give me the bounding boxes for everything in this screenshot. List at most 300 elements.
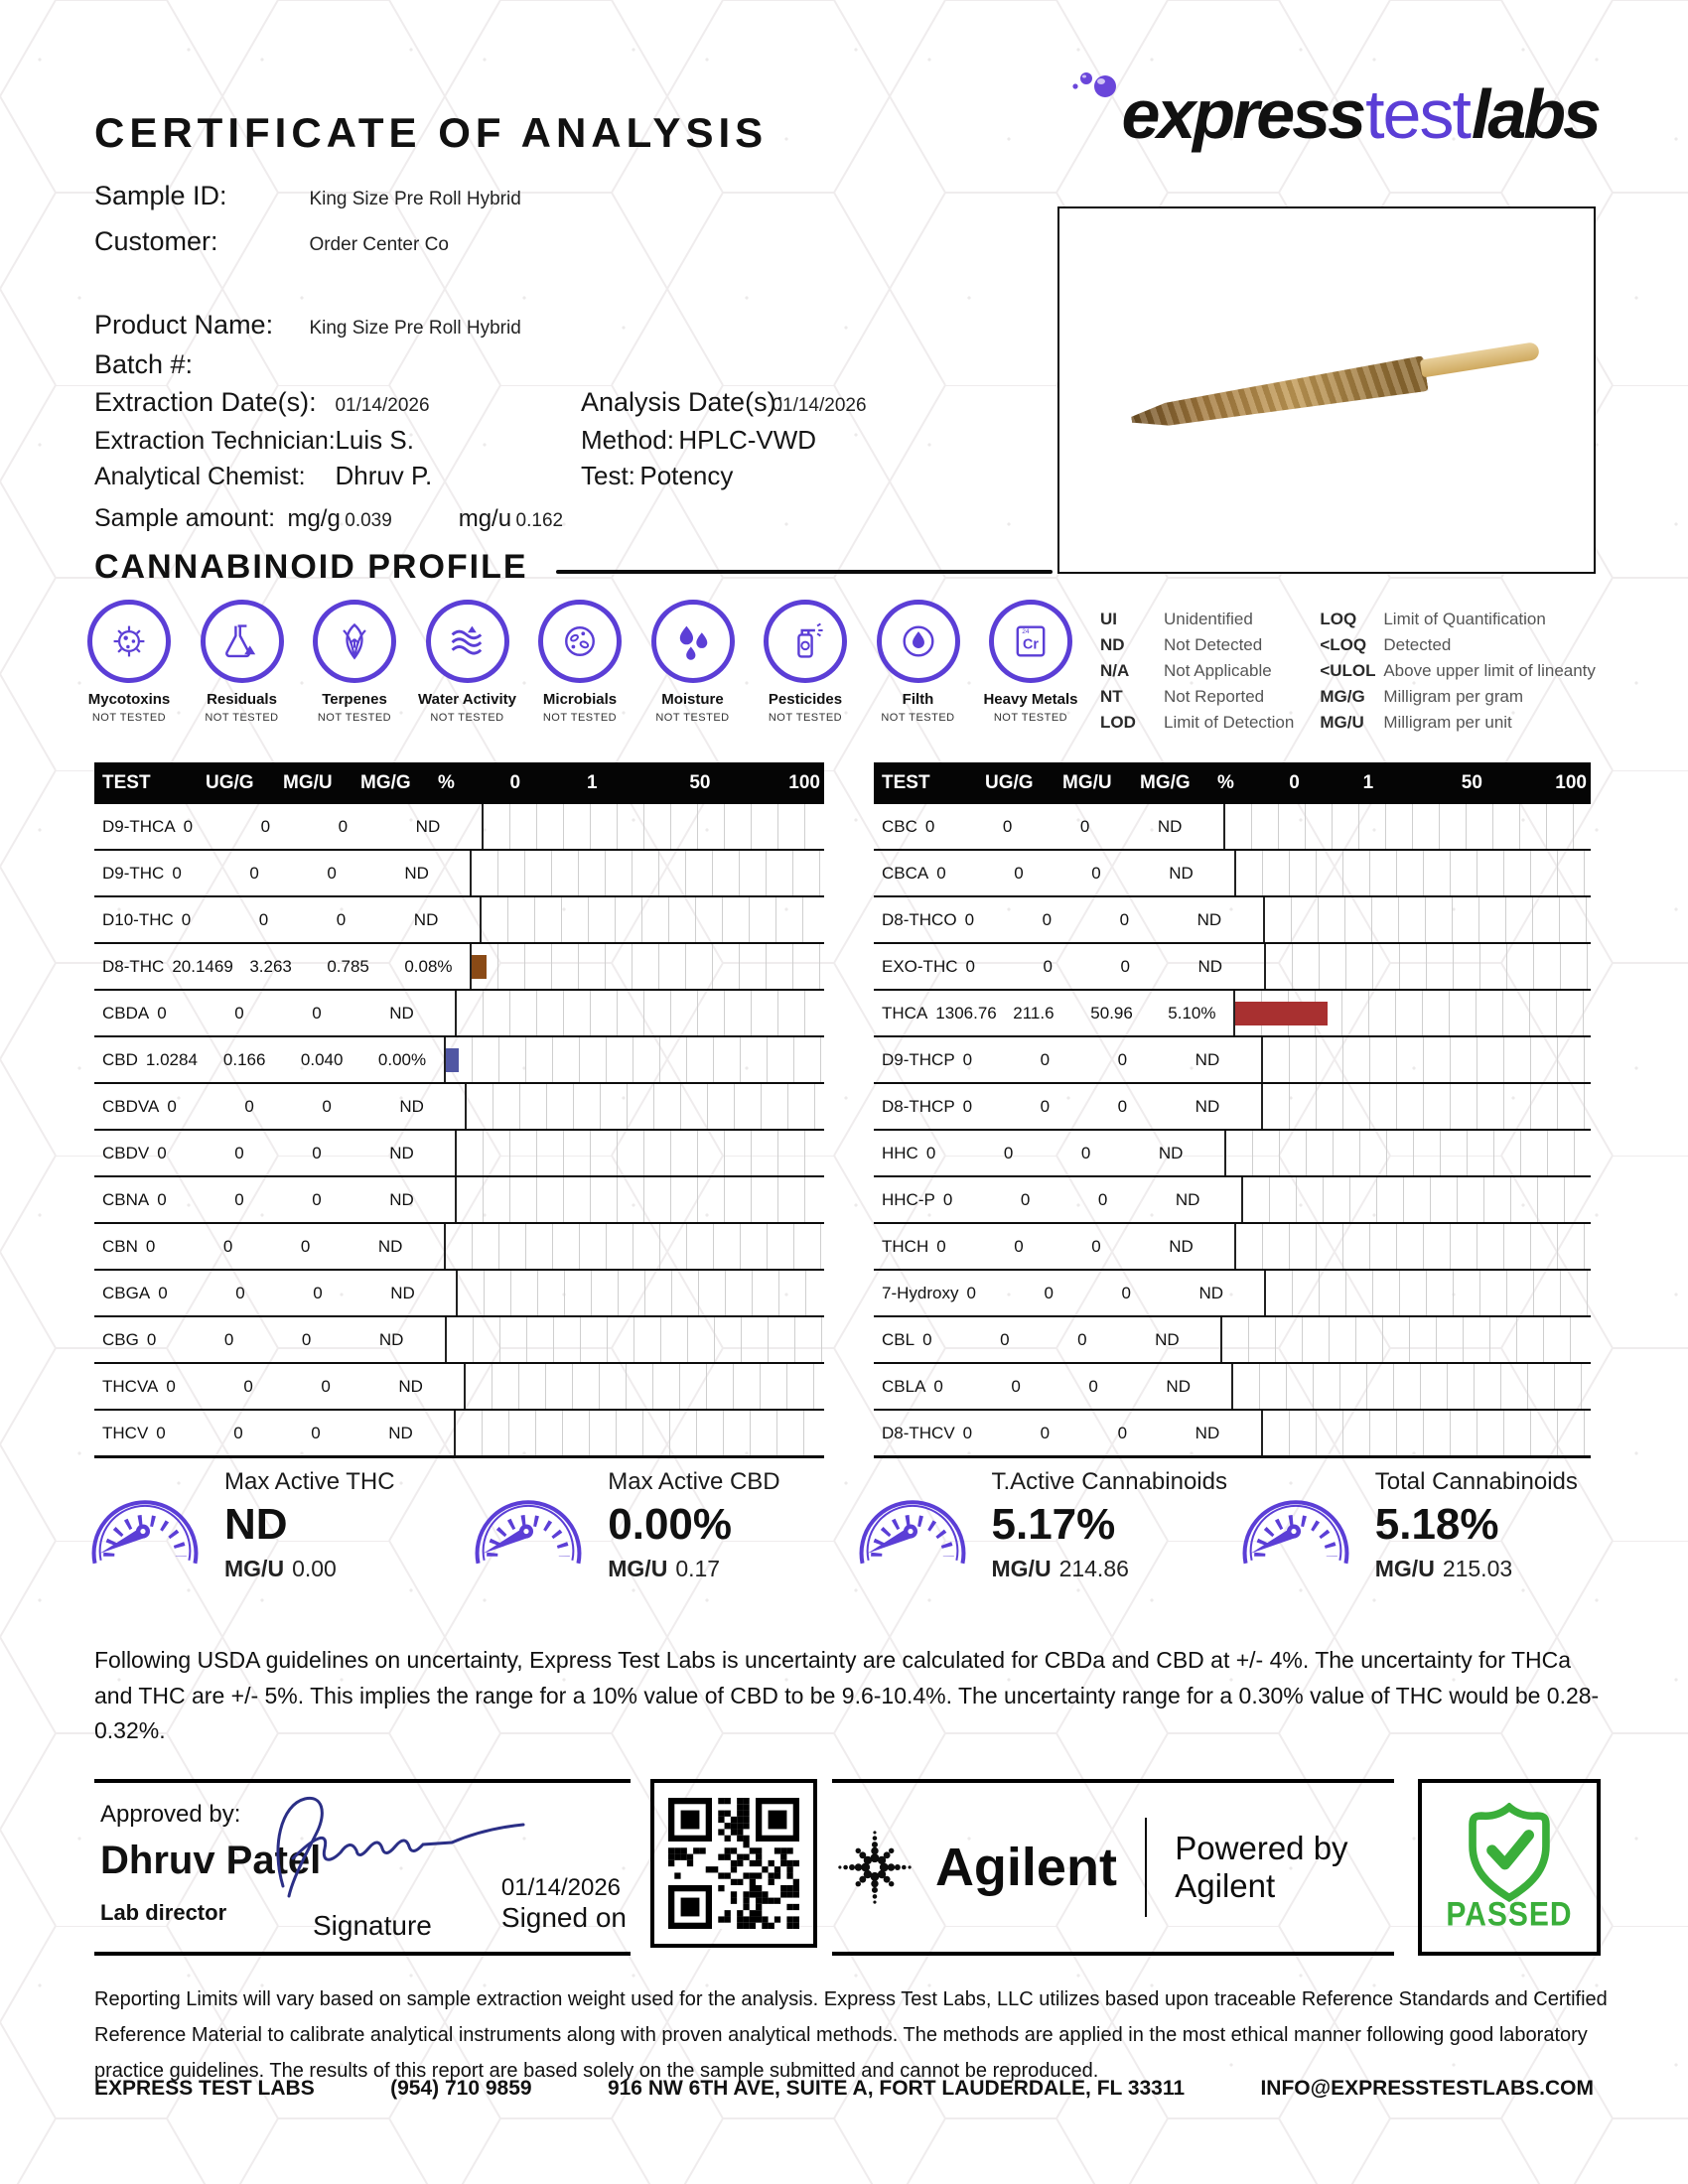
test-name-cell: CBL (882, 1329, 915, 1349)
column-header: % (1217, 772, 1234, 793)
test-name-cell: D9-THCP (882, 1049, 955, 1069)
screening-label: Water Activity (418, 691, 516, 708)
value-cell: 0 (167, 1096, 177, 1116)
logo-bubbles-icon (1071, 65, 1119, 104)
gauge-title: Max Active THC (224, 1467, 395, 1495)
bar-chart-cell (482, 804, 824, 849)
value-cell: ND (1166, 1376, 1191, 1396)
qr-code (668, 1798, 799, 1929)
bar-chart-cell (1261, 1084, 1591, 1129)
value-cell: 0.040 (300, 1049, 344, 1069)
analysis-date-label: Analysis Date(s): (581, 387, 784, 417)
gauge-unit: MG/U 215.03 (1374, 1555, 1513, 1581)
value-cell: ND (1195, 1049, 1220, 1069)
uncertainty-note: Following USDA guidelines on uncertainty, Express Test Labs is uncertainty are calculated for CBDa and CBD at +/- 4%. The uncertainty for THCa and THC are +/- 5%. This implies the range for a 10% value of CBD to be 9.6-10.4%. The uncertainty range for a 0.30% value of THC would be 0.28-0.32%. (94, 1647, 1600, 1744)
table-header (94, 762, 824, 804)
footer-email: INFO@EXPRESSTESTLABS.COM (1260, 2077, 1594, 2100)
value-cell: 0 (925, 1143, 936, 1162)
test-name-cell: CBGA (102, 1283, 151, 1302)
value-cell: 0 (1080, 1143, 1091, 1162)
table-row (94, 1364, 824, 1411)
value-cell: 0 (322, 1096, 332, 1116)
gauge-value: 0.00% (608, 1499, 733, 1549)
screening-status: NOT TESTED (655, 712, 730, 724)
logo-express-text: express (1121, 75, 1364, 153)
value-cell: 0 (924, 816, 935, 836)
bar-chart-cell (464, 1364, 824, 1409)
table-row (874, 1364, 1591, 1411)
mg-g-value: 0.039 (345, 510, 392, 531)
table-row (874, 851, 1591, 897)
approval-block (94, 1779, 631, 1956)
value-cell: 5.10% (1168, 1003, 1216, 1023)
scale-tick: 100 (788, 772, 820, 793)
test-name-cell: THCV (102, 1423, 149, 1442)
value-cell: 0 (936, 1236, 946, 1256)
test-name-cell: CBDVA (102, 1096, 160, 1116)
scale-tick: 0 (1289, 772, 1300, 793)
mg-u-label: mg/u (458, 505, 512, 532)
batch-row (94, 349, 193, 380)
value-cell: 20.1469 (172, 956, 233, 976)
extraction-date-value: 01/14/2026 (335, 395, 430, 416)
value-cell: 0 (1042, 909, 1053, 929)
product-name-value: King Size Pre Roll Hybrid (309, 318, 521, 339)
table-row (94, 1037, 824, 1084)
table-row (94, 1084, 824, 1131)
value-cell: 0 (235, 1283, 245, 1302)
value-cell: 0 (1000, 1329, 1010, 1349)
legend-entry: ND Not Detected (1100, 635, 1263, 654)
legend-column-left (1100, 610, 1294, 733)
method-value: HPLC-VWD (678, 425, 817, 455)
value-cell: ND (1195, 1423, 1220, 1442)
test-name-cell: THCVA (102, 1376, 159, 1396)
extraction-technician-value: Luis S. (335, 425, 414, 455)
legend-entry: LOQ Limit of Quantification (1320, 610, 1546, 628)
logo-labs-text: labs (1471, 75, 1599, 153)
table-row (94, 1131, 824, 1177)
screening-label: Microbials (542, 691, 618, 708)
table-row (874, 1411, 1591, 1458)
screening-label: Terpenes (322, 691, 387, 708)
bar-chart-cell (1223, 804, 1591, 849)
table-row (874, 897, 1591, 944)
approved-by-label: Approved by: (100, 1801, 241, 1828)
value-cell: ND (388, 1423, 413, 1442)
scale-header (503, 762, 824, 804)
test-name-cell: CBC (882, 816, 917, 836)
extraction-technician-label: Extraction Technician: (94, 427, 336, 455)
value-cell: 0 (145, 1236, 156, 1256)
table-row (874, 944, 1591, 991)
value-cell: ND (1198, 1283, 1224, 1302)
value-cell: 0 (157, 1003, 167, 1023)
value-cell: 211.6 (1013, 1003, 1055, 1023)
value-cell: 0 (1091, 1236, 1101, 1256)
method-label: Method: (581, 425, 674, 455)
value-cell: ND (389, 1143, 414, 1162)
value-cell: 0 (1043, 956, 1053, 976)
brand-logo (1071, 75, 1599, 153)
value-cell: 0 (338, 816, 349, 836)
footer-row (94, 2077, 1594, 2101)
value-cell: ND (377, 1236, 403, 1256)
agilent-block (832, 1779, 1394, 1956)
value-cell: 0 (234, 1189, 244, 1209)
test-name-cell: CBCA (882, 863, 929, 883)
legend-entry: <ULOL Above upper limit of lineanty (1320, 661, 1596, 680)
table-row (94, 1224, 824, 1271)
bar-chart-cell (1220, 1317, 1591, 1362)
section-rule (556, 570, 1053, 574)
test-name-cell: THCH (882, 1236, 929, 1256)
footer-phone: (954) 710 9859 (390, 2077, 532, 2100)
value-cell: 0 (158, 1283, 168, 1302)
sample-id-label: Sample ID: (94, 181, 227, 210)
value-cell: 0 (1014, 863, 1024, 883)
screening-status: NOT TESTED (993, 712, 1068, 724)
cannabinoid-table-left (94, 762, 824, 1458)
table-row (874, 1177, 1591, 1224)
value-cell: ND (389, 1189, 414, 1209)
value-cell: 0 (166, 1376, 176, 1396)
table-row (874, 1037, 1591, 1084)
value-cell: 0 (1121, 1283, 1131, 1302)
column-header: % (438, 772, 455, 793)
value-cell: ND (1195, 1096, 1220, 1116)
value-cell: 0 (1097, 1189, 1108, 1209)
value-cell: 0.08% (404, 956, 453, 976)
filth-icon (877, 600, 960, 683)
value-cell: 0 (1117, 1096, 1128, 1116)
value-cell: 0 (146, 1329, 157, 1349)
test-name-cell: HHC-P (882, 1189, 935, 1209)
value-cell: 0 (223, 1329, 234, 1349)
screening-label: Pesticides (768, 691, 843, 708)
value-cell: 0 (157, 1189, 167, 1209)
microbials-icon (538, 600, 622, 683)
column-header: TEST (102, 772, 151, 793)
bar-chart-cell (1264, 1271, 1591, 1315)
column-header: MG/U (283, 772, 333, 793)
test-name-cell: CBDV (102, 1143, 150, 1162)
value-cell: 0 (249, 863, 259, 883)
value-cell: 0 (962, 1049, 973, 1069)
screening-label: Moisture (661, 691, 724, 708)
table-row (94, 1411, 824, 1458)
gauge-icon (847, 1467, 978, 1582)
signature-label: Signature (313, 1910, 432, 1941)
chemist-row (94, 461, 1087, 491)
test-name-cell: EXO-THC (882, 956, 958, 976)
table-row (874, 1271, 1591, 1317)
sample-id-row (94, 181, 521, 211)
value-cell: 0 (222, 1236, 233, 1256)
svg-text:Cr: Cr (1023, 636, 1039, 653)
value-cell: ND (398, 1376, 423, 1396)
test-name-cell: CBLA (882, 1376, 926, 1396)
table-row (874, 804, 1591, 851)
screening-status: NOT TESTED (91, 712, 167, 724)
legend-entry: N/A Not Applicable (1100, 661, 1272, 680)
agilent-divider (1145, 1818, 1147, 1917)
test-name-cell: D8-THCP (882, 1096, 955, 1116)
table-row (874, 1131, 1591, 1177)
signed-date: 01/14/2026 (500, 1874, 622, 1901)
legend-entry: NT Not Reported (1100, 687, 1265, 706)
table-row (94, 991, 824, 1037)
table-row (94, 944, 824, 991)
value-cell: 0 (1040, 1423, 1051, 1442)
screening-status: NOT TESTED (768, 712, 843, 724)
test-name-cell: D10-THC (102, 909, 174, 929)
gauge-unit: MG/U 214.86 (991, 1555, 1129, 1581)
value-cell: 0 (157, 1143, 167, 1162)
value-cell: 0 (233, 1423, 243, 1442)
test-name-cell: D9-THCA (102, 816, 176, 836)
screening-status: NOT TESTED (881, 712, 955, 724)
gauge-title: Max Active CBD (608, 1467, 780, 1495)
value-cell: 0.00% (377, 1049, 427, 1069)
test-name-cell: D8-THCO (882, 909, 957, 929)
residuals-icon (201, 600, 284, 683)
value-cell: 0.166 (222, 1049, 266, 1069)
reporting-note: Reporting Limits will vary based on sample extraction weight used for the analysis. Express Test Labs, LLC utilizes based upon traceable Reference Standards and Certified Reference Material to calibrate analytical instruments along with proven analytical methods. The methods are applied in the most ethical manner following good laboratory practice guidelines. The results of this report are based solely on the sample submitted and cannot be reproduced. (94, 1988, 1608, 2082)
scale-tick: 1 (1362, 772, 1374, 793)
passed-label: PASSED (1446, 1895, 1573, 1934)
value-cell: 0 (234, 1003, 244, 1023)
value-cell: 0 (962, 1423, 973, 1442)
value-cell: ND (1169, 1236, 1194, 1256)
value-cell: 0 (1120, 956, 1130, 976)
gauge-title: T.Active Cannabinoids (991, 1467, 1227, 1495)
signed-on-block (501, 1874, 627, 1934)
result-bar (1235, 1002, 1328, 1025)
value-cell: 0 (313, 1283, 323, 1302)
bar-chart-cell (455, 1131, 824, 1175)
agilent-tagline: Powered by Agilent (1175, 1830, 1348, 1904)
passed-shield-icon (1464, 1803, 1555, 1902)
value-cell: 0 (183, 816, 194, 836)
gauge-value: 5.17% (991, 1499, 1116, 1549)
screening-status: NOT TESTED (430, 712, 504, 724)
column-header: TEST (882, 772, 930, 793)
sample-id-value: King Size Pre Roll Hybrid (309, 189, 521, 209)
value-cell: 0 (300, 1236, 311, 1256)
agilent-brand-text: Agilent (934, 1838, 1117, 1897)
test-name-cell: CBN (102, 1236, 138, 1256)
analytical-chemist-label: Analytical Chemist: (94, 463, 306, 490)
section-title: CANNABINOID PROFILE (94, 548, 528, 586)
screening-item (754, 600, 857, 724)
value-cell: ND (415, 816, 441, 836)
customer-label: Customer: (94, 226, 218, 256)
value-cell: 50.96 (1090, 1003, 1133, 1023)
value-cell: 0 (1003, 1143, 1014, 1162)
bar-chart-cell (1224, 1131, 1591, 1175)
legend-entry: UI Unidentified (1100, 610, 1253, 628)
test-name-cell: CBG (102, 1329, 139, 1349)
approver-name: Dhruv Patel (100, 1839, 322, 1882)
summary-gauge (79, 1467, 463, 1582)
value-cell: ND (1197, 956, 1223, 976)
test-name-cell: THCA (882, 1003, 928, 1023)
value-cell: 0 (321, 1376, 331, 1396)
value-cell: 0 (933, 1376, 943, 1396)
table-row (874, 1224, 1591, 1271)
value-cell: 0 (244, 1096, 254, 1116)
value-cell: 0 (1040, 1096, 1051, 1116)
bar-chart-cell (465, 1084, 824, 1129)
value-cell: 0 (922, 1329, 932, 1349)
bar-chart-cell (1231, 1364, 1591, 1409)
table-row (94, 804, 824, 851)
table-row (94, 1271, 824, 1317)
summary-gauge (463, 1467, 846, 1582)
value-cell: 1306.76 (935, 1003, 997, 1023)
footer-address: 916 NW 6TH AVE, SUITE A, FORT LAUDERDALE, FL 33311 (607, 2077, 1186, 2100)
test-name-cell: HHC (882, 1143, 918, 1162)
scale-tick: 1 (586, 772, 598, 793)
screening-item (77, 600, 181, 724)
value-cell: 0 (312, 1143, 322, 1162)
mycotoxins-icon (87, 600, 171, 683)
screening-status: NOT TESTED (542, 712, 618, 724)
value-cell: 0 (1117, 1049, 1128, 1069)
test-name-cell: CBNA (102, 1189, 150, 1209)
value-cell: ND (1157, 816, 1183, 836)
value-cell: 0 (172, 863, 182, 883)
technician-row (94, 425, 1087, 456)
value-cell: ND (404, 863, 429, 883)
scale-header (1283, 762, 1591, 804)
product-name-row (94, 310, 521, 341)
gauge-unit: MG/U 0.17 (608, 1555, 721, 1581)
legend-entry: MG/U Milligram per unit (1320, 713, 1512, 732)
sample-amount-row (94, 504, 563, 533)
value-cell: 0 (1011, 1376, 1021, 1396)
value-cell: ND (1196, 909, 1222, 929)
value-cell: 0 (1117, 1423, 1128, 1442)
test-name-cell: D9-THC (102, 863, 165, 883)
summary-gauge (847, 1467, 1230, 1582)
screening-item (979, 600, 1082, 724)
table-header (874, 762, 1591, 804)
cannabinoid-table-right (874, 762, 1591, 1458)
mg-u-value: 0.162 (515, 510, 564, 531)
terpenes-icon (313, 600, 396, 683)
bar-chart-cell (456, 1271, 824, 1315)
column-header: UG/G (985, 772, 1034, 793)
column-header: UG/G (206, 772, 254, 793)
value-cell: 0 (1044, 1283, 1054, 1302)
customer-row (94, 226, 449, 257)
product-name-label: Product Name: (94, 310, 274, 340)
bar-chart-cell (445, 1317, 824, 1362)
value-cell: 0.785 (327, 956, 369, 976)
value-cell: 0 (243, 1376, 253, 1396)
value-cell: 0 (301, 1329, 312, 1349)
value-cell: 3.263 (249, 956, 292, 976)
value-cell: 0 (156, 1423, 166, 1442)
value-cell: ND (390, 1283, 415, 1302)
pesticides-icon (764, 600, 847, 683)
value-cell: ND (389, 1003, 414, 1023)
batch-label: Batch #: (94, 349, 194, 379)
value-cell: 0 (260, 816, 271, 836)
test-name-cell: D8-THCV (882, 1423, 955, 1442)
gauge-title: Total Cannabinoids (1374, 1467, 1578, 1495)
value-cell: 0 (1091, 863, 1101, 883)
moisture-icon (651, 600, 735, 683)
bar-chart-cell (1261, 1037, 1591, 1082)
customer-value: Order Center Co (309, 234, 449, 255)
gauge-icon (1230, 1467, 1361, 1582)
value-cell: ND (378, 1329, 404, 1349)
bar-chart-cell (1234, 851, 1591, 895)
table-row (874, 1317, 1591, 1364)
table-row (94, 1177, 824, 1224)
value-cell: ND (413, 909, 439, 929)
legend-entry: <LOQ Detected (1320, 635, 1452, 654)
table-row (874, 1084, 1591, 1131)
bar-chart-cell (480, 897, 824, 942)
value-cell: 0 (1002, 816, 1013, 836)
value-cell: 0 (258, 909, 269, 929)
test-name-cell: CBDA (102, 1003, 150, 1023)
column-header: MG/U (1062, 772, 1112, 793)
screening-label: Residuals (207, 691, 277, 708)
value-cell: 0 (336, 909, 347, 929)
value-cell: 0 (181, 909, 192, 929)
value-cell: 0 (311, 1423, 321, 1442)
value-cell: 0 (1014, 1236, 1024, 1256)
value-cell: 0 (1088, 1376, 1098, 1396)
scale-tick: 50 (689, 772, 711, 793)
value-cell: 0 (962, 1096, 973, 1116)
pre-roll-image (1127, 326, 1548, 450)
mg-g-label: mg/g (287, 505, 341, 532)
value-cell: ND (1158, 1143, 1184, 1162)
value-cell: 0 (1119, 909, 1130, 929)
value-cell: 0 (312, 1189, 322, 1209)
bar-chart-cell (1264, 944, 1592, 989)
extraction-date-label: Extraction Date(s): (94, 387, 317, 417)
bar-chart-cell (1241, 1177, 1591, 1222)
value-cell: 0 (942, 1189, 953, 1209)
legend-entry: MG/G Milligram per gram (1320, 687, 1524, 706)
bar-chart-cell (454, 1411, 824, 1455)
value-cell: ND (1155, 1329, 1180, 1349)
bar-chart-cell (444, 1037, 824, 1082)
product-photo (1057, 206, 1596, 574)
bar-chart-cell (455, 1177, 824, 1222)
bar-chart-cell (1234, 1224, 1591, 1269)
summary-gauges-row (79, 1467, 1614, 1582)
value-cell: ND (1175, 1189, 1200, 1209)
value-cell: 0 (1020, 1189, 1031, 1209)
analytical-chemist-value: Dhruv P. (335, 461, 433, 490)
screening-status: NOT TESTED (205, 712, 279, 724)
value-cell: 0 (1077, 1329, 1087, 1349)
value-cell: 0 (936, 863, 946, 883)
bar-chart-cell (444, 1224, 824, 1269)
bar-chart-cell (1263, 897, 1591, 942)
dates-row (94, 387, 1087, 418)
value-cell: ND (1169, 863, 1194, 883)
legend-column-right (1320, 610, 1596, 733)
